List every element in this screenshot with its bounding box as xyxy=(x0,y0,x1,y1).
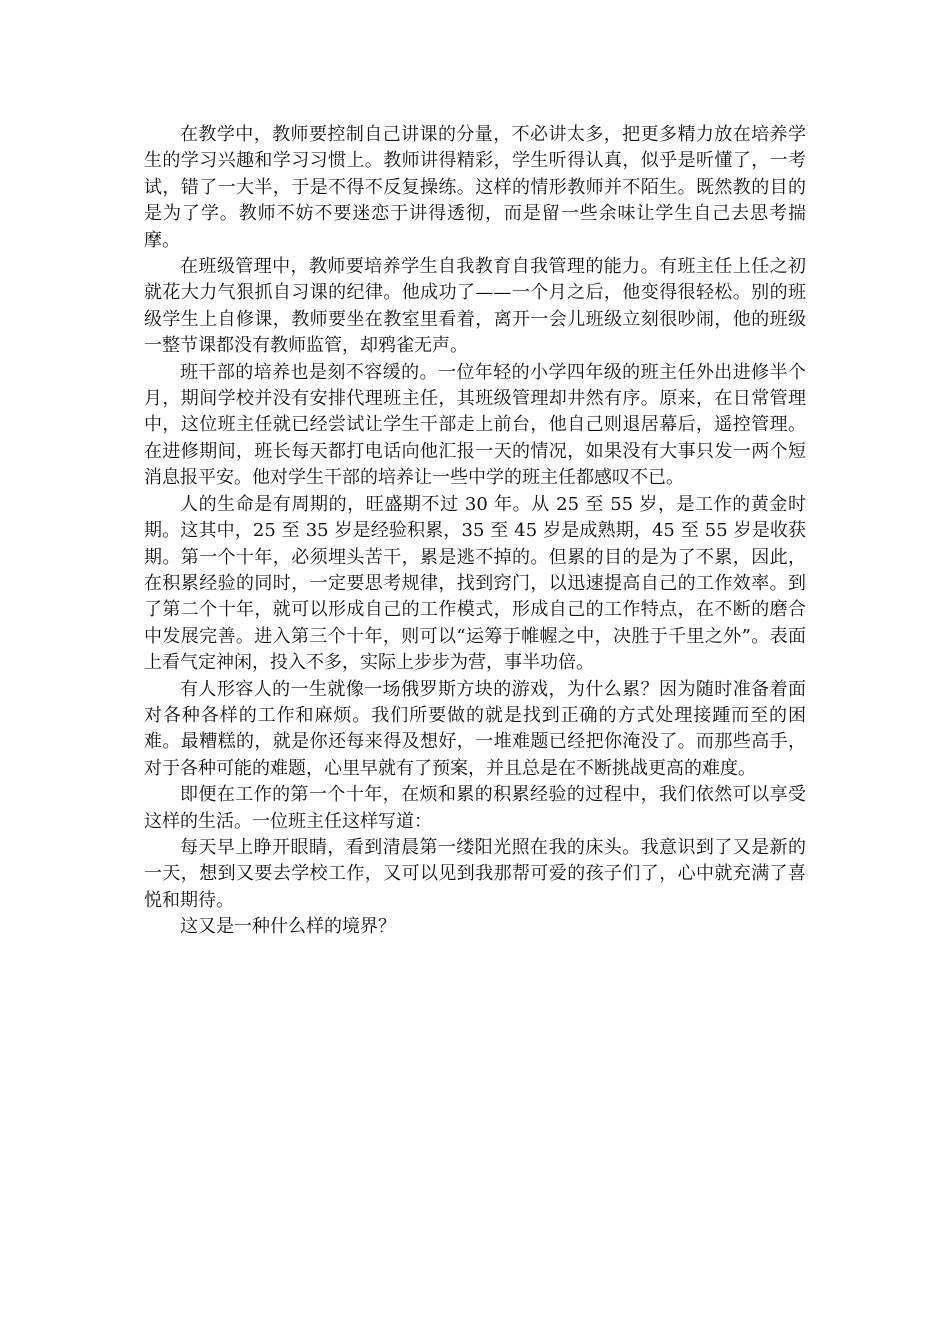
paragraph-class-management: 在班级管理中，教师要培养学生自我教育自我管理的能力。有班主任上任之初就花大力气狠抓自习课的纪律。他成功了——一个月之后，他变得很轻松。别的班级学生上自修课，教师要坐在教室里看着，离开一会儿班级立刻很吵闹，他的班级一整节课都没有教师监管，却鸦雀无声。 xyxy=(144,256,806,357)
document-body xyxy=(144,122,806,941)
paragraph-tetris: 有人形容人的一生就像一场俄罗斯方块的游戏，为什么累？因为随时准备着面对各种各样的工作和麻烦。我们所要做的就是找到正确的方式处理接踵而至的困难。最糟糕的，就是你还每来得及想好，一堆难题已经把你淹没了。而那些高手，对于各种可能的难题，心里早就有了预案，并且总是在不断挑战更高的难度。 xyxy=(144,678,806,779)
paragraph-class-cadres: 班干部的培养也是刻不容缓的。一位年轻的小学四年级的班主任外出进修半个月，期间学校并没有安排代理班主任，其班级管理却井然有序。原来，在日常管理中，这位班主任就已经尝试让学生干部走上前台，他自己则退居幕后，遥控管理。在进修期间，班长每天都打电话向他汇报一天的情况，如果没有大事只发一两个短消息报平安。他对学生干部的培养让一些中学的班主任都感叹不已。 xyxy=(144,361,806,489)
paragraph-quote: 每天早上睁开眼睛，看到清晨第一缕阳光照在我的床头。我意识到了又是新的一天，想到又要去学校工作，又可以见到我那帮可爱的孩子们了，心中就充满了喜悦和期待。 xyxy=(144,836,806,911)
paragraph-first-decade: 即便在工作的第一个十年，在烦和累的积累经验的过程中，我们依然可以享受这样的生活。一位班主任这样写道： xyxy=(144,784,806,832)
paragraph-life-cycle: 人的生命是有周期的，旺盛期不过 30 年。从 25 至 55 岁，是工作的黄金时期。这其中，25 至 35 岁是经验积累，35 至 45 岁是成熟期，45 至 55 岁是收获期。第一个十年，必须埋头苦干，累是逃不掉的。但累的目的是为了不累，因此，在积累经验的同时，一定要思考规律，找到窍门，以迅速提高自己的工作效率。到了第二个十年，就可以形成自己的工作模式，形成自己的工作特点，在不断的磨合中发展完善。进入第三个十年，则可以“运筹于帷幄之中，决胜于千里之外”。表面上看气定神闲，投入不多，实际上步步为营，事半功倍。 xyxy=(144,493,806,674)
paragraph-closing: 这又是一种什么样的境界？ xyxy=(180,916,396,938)
paragraph-teaching: 在教学中，教师要控制自己讲课的分量，不必讲太多，把更多精力放在培养学生的学习兴趣和学习习惯上。教师讲得精彩，学生听得认真，似乎是听懂了，一考试，错了一大半，于是不得不反复操练。这样的情形教师并不陌生。既然教的目的是为了学。教师不妨不要迷恋于讲得透彻，而是留一些余味让学生自己去思考揣摩。 xyxy=(144,124,806,251)
